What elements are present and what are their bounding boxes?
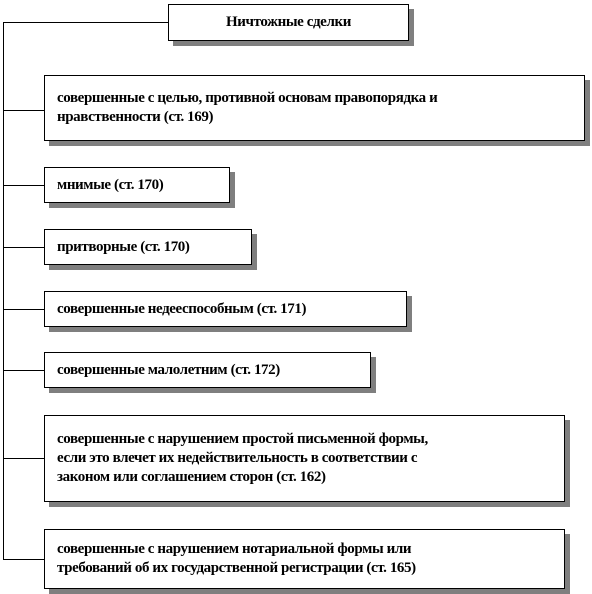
category-text-line: требований об их государственной регистрации (ст. 165) — [57, 560, 416, 576]
hierarchy-trunk-line — [3, 22, 4, 559]
category-box-contrary-to-morality — [44, 75, 585, 141]
category-text-line: совершенные с нарушением простой письменной формы, — [57, 431, 428, 447]
category-text-line: совершенные недееспособным (ст. 171) — [57, 300, 307, 317]
category-text-line: законом или соглашением сторон (ст. 162) — [57, 469, 326, 485]
category-box-incapable-person — [44, 291, 407, 327]
category-box-simulated — [44, 229, 252, 265]
category-text-line: совершенные с нарушением нотариальной формы или — [57, 541, 412, 557]
root-node-label: Ничтожные сделки — [226, 14, 351, 30]
item-5-connector — [3, 370, 44, 371]
category-text-line: нравственности (ст. 169) — [57, 109, 214, 125]
item-4-connector — [3, 309, 44, 310]
item-2-connector — [3, 185, 44, 186]
category-text-line: совершенные с целью, противной основам правопорядка и — [57, 90, 438, 106]
category-text-line: притворные (ст. 170) — [57, 238, 190, 255]
item-7-connector — [3, 559, 44, 560]
item-1-connector — [3, 110, 44, 111]
root-connector — [3, 22, 168, 23]
category-text-line: совершенные малолетним (ст. 172) — [57, 361, 280, 378]
item-3-connector — [3, 247, 44, 248]
item-6-connector — [3, 458, 44, 459]
root-node-void-transactions — [168, 4, 409, 41]
category-box-simple-written-form — [44, 415, 565, 502]
category-text-line: если это влечет их недействительность в соответствии с — [57, 450, 418, 466]
category-text-line: мнимые (ст. 170) — [57, 176, 164, 193]
category-box-sham — [44, 167, 230, 203]
category-box-notarial-form — [44, 529, 565, 589]
category-box-minor — [44, 352, 371, 388]
